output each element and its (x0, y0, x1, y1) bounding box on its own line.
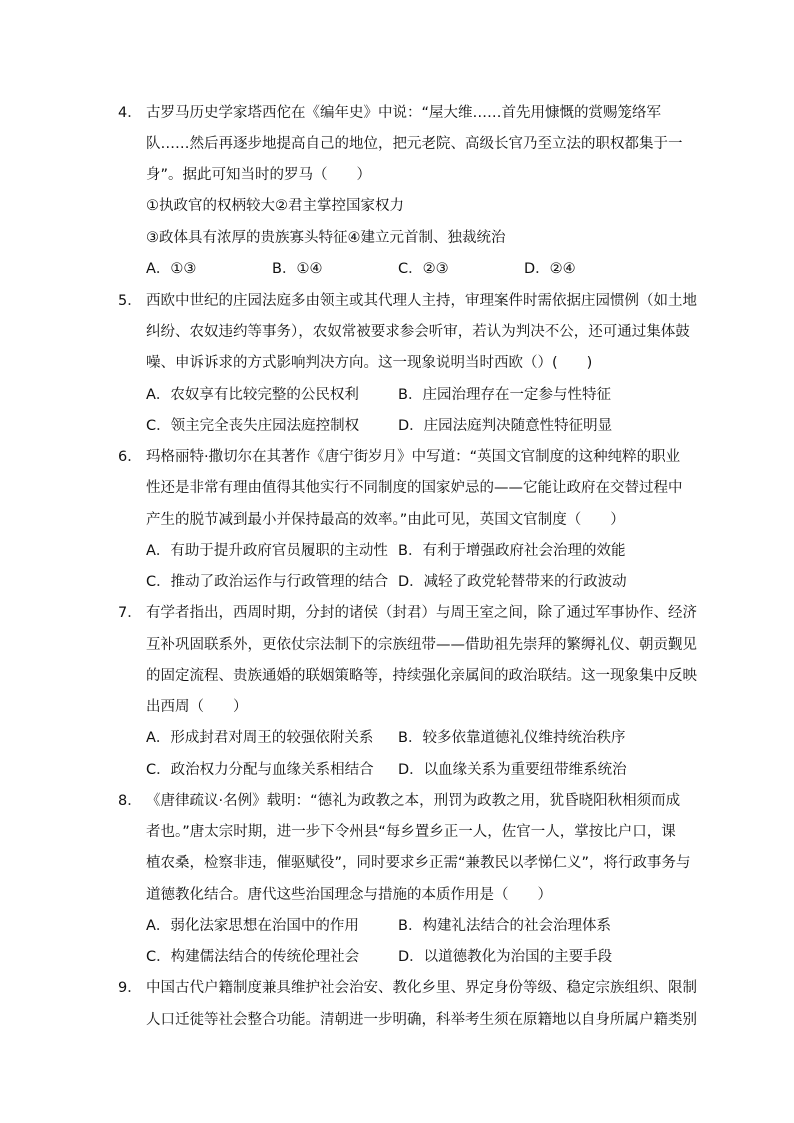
question-number: 6． (118, 449, 142, 465)
option-b[interactable]: B．①④ (272, 261, 323, 277)
question-number: 9． (118, 980, 142, 996)
option-c[interactable]: C．政治权力分配与血缘关系相结合 (146, 762, 374, 778)
statement-line: ③政体具有浓厚的贵族寡头特征④建立元首制、独裁统治 (146, 230, 506, 246)
option-b[interactable]: B．构建礼法结合的社会治理体系 (398, 918, 611, 934)
option-a[interactable]: A．①③ (146, 261, 197, 277)
question-text-line: 队……然后再逐步地提高自己的地位，把元老院、高级长官乃至立法的职权都集于一 (146, 136, 683, 152)
question-text-line: 玛格丽特·撒切尔在其著作《唐宁街岁月》中写道：“英国文官制度的这种纯粹的职业 (146, 449, 681, 465)
option-d[interactable]: D．以道德教化为治国的主要手段 (398, 949, 613, 965)
question-text-line: 古罗马历史学家塔西佗在《编年史》中说：“屋大维……首先用慷慨的赏赐笼络军 (146, 105, 662, 121)
option-d[interactable]: D．庄园法庭判决随意性特征明显 (398, 418, 613, 434)
question-text-line: 有学者指出，西周时期，分封的诸侯（封君）与周王室之间，除了通过军事协作、经济 (146, 605, 697, 621)
option-b[interactable]: B．有利于增强政府社会治理的效能 (398, 543, 626, 559)
question-text-line: 产生的脱节减到最小并保持最高的效率。”由此可见，英国文官制度（ ） (146, 512, 625, 528)
question-text-line: 噪、申诉诉求的方式影响判决方向。这一现象说明当时西欧（）( ) (146, 355, 593, 371)
question-text-line: 的固定流程、贵族通婚的联姻策略等，持续强化亲属间的政治联结。这一现象集中反映 (146, 668, 697, 684)
question-text-line: 植农桑，检察非违，催驱赋役”，同时要求乡正需“兼教民以孝悌仁义”，将行政事务与 (146, 855, 691, 871)
question-text-line: 《唐律疏议·名例》载明：“德礼为政教之本，刑罚为政教之用，犹昏晓阳秋相须而成 (146, 793, 681, 809)
option-d[interactable]: D．以血缘关系为重要纽带维系统治 (398, 762, 627, 778)
option-a[interactable]: A．有助于提升政府官员履职的主动性 (146, 543, 388, 559)
question-number: 5． (118, 293, 142, 309)
question-text-line: 身”。据此可知当时的罗马（ ） (146, 167, 372, 183)
question-text-line: 互补巩固联系外，更依仗宗法制下的宗族纽带——借助祖先崇拜的繁缛礼仪、朝贡觐见 (146, 637, 697, 653)
option-a[interactable]: A．弱化法家思想在治国中的作用 (146, 918, 359, 934)
option-b[interactable]: B．较多依靠道德礼仪维持统治秩序 (398, 730, 626, 746)
question-text-line: 出西周（ ） (146, 699, 248, 715)
question-text-line: 中国古代户籍制度兼具维护社会治安、教化乡里、界定身份等级、稳定宗族组织、限制 (146, 980, 697, 996)
option-a[interactable]: A．形成封君对周王的较强依附关系 (146, 730, 374, 746)
question-text-line: 西欧中世纪的庄园法庭多由领主或其代理人主持，审理案件时需依据庄园惯例（如土地 (146, 293, 697, 309)
question-text-line: 者也。”唐太宗时期，进一步下令州县“每乡置乡正一人，佐官一人，掌按比户口，课 (146, 824, 676, 840)
option-d[interactable]: D．减轻了政党轮替带来的行政波动 (398, 574, 627, 590)
option-d[interactable]: D．②④ (524, 261, 576, 277)
option-c[interactable]: C．领主完全丧失庄园法庭控制权 (146, 418, 360, 434)
option-c[interactable]: C．推动了政治运作与行政管理的结合 (146, 574, 389, 590)
question-text-line: 纠纷、农奴违约等事务），农奴常被要求参会听审，若认为判决不公，还可通过集体鼓 (146, 324, 690, 340)
option-c[interactable]: C．构建儒法结合的传统伦理社会 (146, 949, 360, 965)
question-text-line: 人口迁徙等社会整合功能。清朝进一步明确，科举考生须在原籍地以自身所属户籍类别 (146, 1012, 697, 1028)
option-a[interactable]: A．农奴享有比较完整的公民权利 (146, 387, 359, 403)
question-text-line: 道德教化结合。唐代这些治国理念与措施的本质作用是（ ） (146, 887, 552, 903)
question-number: 7． (118, 605, 142, 621)
question-number: 4． (118, 105, 142, 121)
question-text-line: 性还是非常有理由值得其他实行不同制度的国家妒忌的——它能让政府在交替过程中 (146, 480, 683, 496)
option-c[interactable]: C．②③ (398, 261, 449, 277)
statement-line: ①执政官的权柄较大②君主掌控国家权力 (146, 198, 404, 214)
question-number: 8． (118, 793, 142, 809)
option-b[interactable]: B．庄园治理存在一定参与性特征 (398, 387, 611, 403)
